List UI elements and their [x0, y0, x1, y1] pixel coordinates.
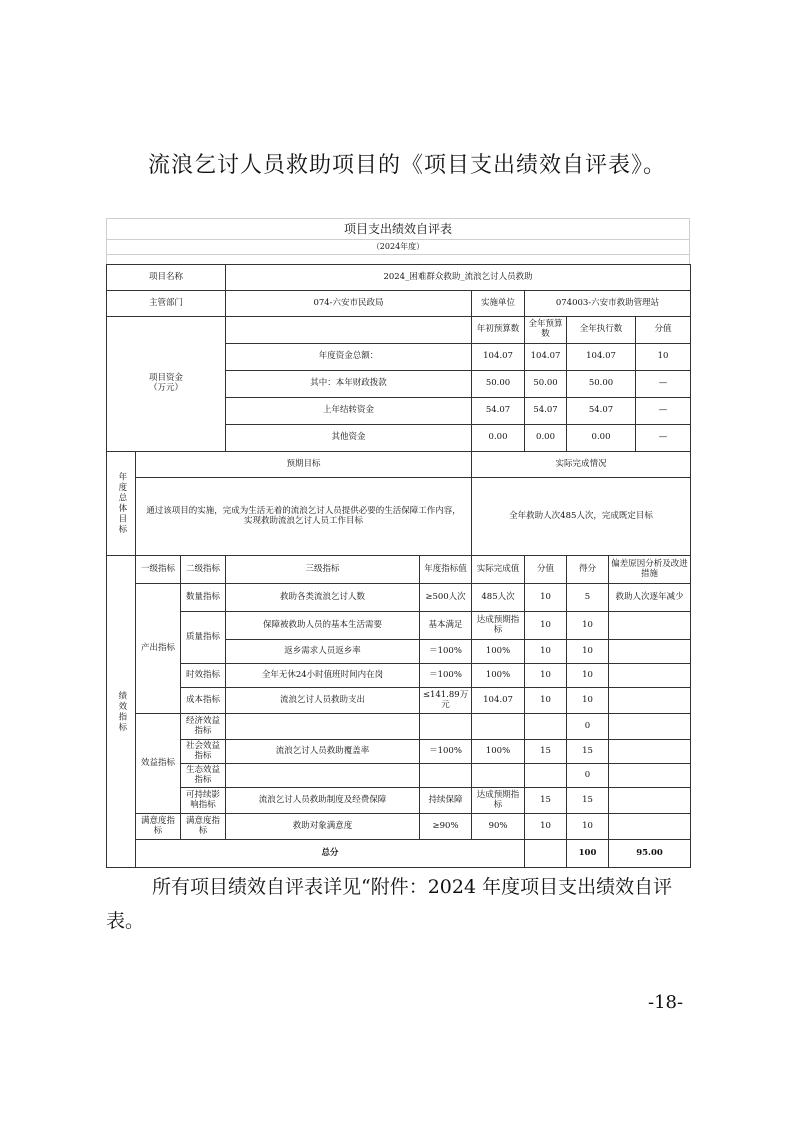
actual-label: 实际完成情况 — [472, 452, 691, 478]
total-label: 总分 — [136, 840, 525, 868]
project-name-label: 项目名称 — [107, 265, 226, 291]
row-points: 10 — [567, 664, 609, 688]
actual-text: 全年救助人次485人次，完成既定目标 — [472, 478, 691, 556]
total-blank — [525, 840, 567, 868]
funds-score-1: — — [658, 378, 668, 389]
row-l3: 流浪乞讨人员救助覆盖率 — [226, 740, 420, 764]
row-points: 5 — [567, 584, 609, 612]
section-heading: 流浪乞讨人员救助项目的《项目支出绩效自评表》。 — [148, 153, 667, 178]
table-spacer — [106, 254, 690, 264]
row-target: ＝100% — [420, 640, 472, 664]
table-title: 项目支出绩效自评表 — [106, 218, 690, 239]
funds-label-3: 其他资金 — [226, 425, 472, 452]
perf-h-l2: 二级指标 — [181, 556, 226, 584]
row-l3 — [226, 714, 420, 740]
dept-label: 主管部门 — [107, 291, 226, 317]
row-actual: 485人次 — [472, 584, 525, 612]
table-row — [107, 584, 691, 612]
funds-exec-1: 50.00 — [567, 371, 636, 397]
funds-annual-2: 54.07 — [525, 398, 567, 425]
table-row — [107, 764, 691, 788]
impl-label: 实施单位 — [472, 291, 525, 317]
row-actual: 100% — [472, 664, 525, 688]
row-l3: 流浪乞讨人员救助支出 — [226, 688, 420, 714]
row-note — [609, 764, 691, 788]
row-target: ＝100% — [420, 664, 472, 688]
impl-value: 074003-六安市救助管理站 — [525, 291, 691, 317]
effect-label: 效益指标 — [136, 714, 181, 814]
table-row — [107, 714, 691, 740]
perf-label: 绩效指标 — [107, 556, 136, 868]
funds-score-2: — — [658, 405, 668, 416]
funds-exec-2: 54.07 — [567, 398, 636, 424]
perf-h-note: 偏差原因分析及改进措施 — [609, 556, 691, 584]
table-row — [107, 688, 691, 714]
row-points: 10 — [567, 612, 609, 640]
funds-header-annual: 全年预算数 — [525, 317, 567, 344]
row-target: ＝100% — [420, 740, 472, 764]
row-score — [525, 714, 567, 740]
row-points: 15 — [567, 788, 609, 814]
funds-exec-3: 0.00 — [567, 425, 636, 451]
funds-initial-3: 0.00 — [472, 425, 525, 452]
page-number: -18- — [648, 992, 684, 1013]
row-l2: 时效指标 — [181, 664, 226, 688]
satisfaction-label: 满意度指标 — [136, 814, 181, 840]
row-l2: 生态效益指标 — [181, 764, 226, 788]
main-table — [106, 264, 691, 868]
funds-label-1: 其中：本年财政拨款 — [226, 371, 472, 398]
funds-annual-0: 104.07 — [525, 344, 567, 371]
row-note — [609, 664, 691, 688]
row-l3: 流浪乞讨人员救助制度及经费保障 — [226, 788, 420, 814]
funds-label: 项目资金 （万元） — [107, 317, 226, 452]
row-score: 15 — [525, 788, 567, 814]
perf-h-l3: 三级指标 — [226, 556, 420, 584]
funds-label-2: 上年结转资金 — [226, 398, 472, 425]
table-year: （2024年度） — [106, 239, 690, 254]
row-l2: 经济效益指标 — [181, 714, 226, 740]
row-actual — [472, 764, 525, 788]
row-points: 0 — [567, 764, 609, 788]
row-target — [420, 764, 472, 788]
row-target: ≤141.89万元 — [420, 688, 472, 714]
row-l3 — [226, 764, 420, 788]
table-row — [107, 814, 691, 840]
performance-table — [106, 218, 690, 868]
project-name-row — [107, 265, 691, 291]
row-note: 救助人次逐年减少 — [609, 584, 691, 612]
table-row — [107, 740, 691, 764]
body-paragraph: 所有项目绩效自评表详见“附件：2024 年度项目支出绩效自评表。 — [106, 876, 673, 932]
row-actual: 90% — [472, 814, 525, 840]
perf-header-row — [107, 556, 691, 584]
row-actual — [472, 714, 525, 740]
row-score — [525, 764, 567, 788]
row-target: 基本满足 — [420, 612, 472, 640]
perf-h-score: 分值 — [525, 556, 567, 584]
row-l2: 数量指标 — [181, 584, 226, 612]
total-score: 100 — [567, 840, 609, 868]
row-target: 持续保障 — [420, 788, 472, 814]
row-score: 15 — [525, 740, 567, 764]
row-score: 10 — [525, 688, 567, 714]
row-points: 10 — [567, 688, 609, 714]
row-l2: 满意度指标 — [181, 814, 226, 840]
row-actual: 100% — [472, 640, 525, 664]
table-row — [107, 788, 691, 814]
perf-h-l1: 一级指标 — [136, 556, 181, 584]
dept-row — [107, 291, 691, 317]
row-score: 10 — [525, 640, 567, 664]
row-actual: 达成预期指标 — [472, 788, 525, 814]
funds-initial-1: 50.00 — [472, 371, 525, 398]
row-target: ≥90% — [420, 814, 472, 840]
perf-h-actual: 实际完成值 — [472, 556, 525, 584]
output-label: 产出指标 — [136, 584, 181, 714]
expected-label: 预期目标 — [136, 452, 472, 478]
goal-content-row — [107, 478, 691, 556]
funds-initial-2: 54.07 — [472, 398, 525, 425]
funds-header-row-right — [567, 317, 691, 344]
funds-exec-0: 104.07 — [567, 344, 636, 370]
row-score: 10 — [525, 612, 567, 640]
row-note — [609, 714, 691, 740]
row-note — [609, 612, 691, 640]
row-l3: 全年无休24小时值班时间内在岗 — [226, 664, 420, 688]
funds-right-0 — [567, 344, 691, 371]
row-note — [609, 640, 691, 664]
row-score: 10 — [525, 814, 567, 840]
row-score: 10 — [525, 584, 567, 612]
row-l2: 可持续影响指标 — [181, 788, 226, 814]
total-points: 95.00 — [609, 840, 691, 868]
table-row — [107, 664, 691, 688]
funds-header-exec: 全年执行数 — [567, 317, 636, 343]
total-row — [107, 840, 691, 868]
funds-right-3 — [567, 425, 691, 452]
funds-annual-1: 50.00 — [525, 371, 567, 398]
goal-label: 年度总体目标 — [107, 452, 136, 556]
row-score: 10 — [525, 664, 567, 688]
row-l2: 质量指标 — [181, 612, 226, 664]
funds-score-3: — — [658, 432, 668, 443]
row-actual: 104.07 — [472, 688, 525, 714]
funds-initial-0: 104.07 — [472, 344, 525, 371]
row-l3: 救助对象满意度 — [226, 814, 420, 840]
row-points: 0 — [567, 714, 609, 740]
row-l2: 社会效益指标 — [181, 740, 226, 764]
row-l2: 成本指标 — [181, 688, 226, 714]
row-note — [609, 814, 691, 840]
row-note — [609, 788, 691, 814]
funds-header-initial: 年初预算数 — [472, 317, 525, 344]
row-points: 10 — [567, 814, 609, 840]
row-points: 10 — [567, 640, 609, 664]
funds-right-2 — [567, 398, 691, 425]
row-points: 15 — [567, 740, 609, 764]
funds-annual-3: 0.00 — [525, 425, 567, 452]
row-note — [609, 688, 691, 714]
row-target — [420, 714, 472, 740]
row-actual: 100% — [472, 740, 525, 764]
project-name-value: 2024_困难群众救助_流浪乞讨人员救助 — [226, 265, 691, 291]
row-actual: 达成预期指标 — [472, 612, 525, 640]
perf-h-points: 得分 — [567, 556, 609, 584]
perf-h-target: 年度指标值 — [420, 556, 472, 584]
dept-value: 074-六安市民政局 — [226, 291, 472, 317]
row-target: ≥500人次 — [420, 584, 472, 612]
funds-right-1 — [567, 371, 691, 398]
goal-header-row — [107, 452, 691, 478]
expected-text: 通过该项目的实施，完成为生活无着的流浪乞讨人员提供必要的生活保障工作内容，实现救助流浪乞讨人员工作目标 — [136, 478, 472, 556]
funds-header-blank — [226, 317, 472, 344]
funds-header-row — [107, 317, 691, 344]
funds-label-0: 年度资金总额： — [226, 344, 472, 371]
row-l3: 救助各类流浪乞讨人数 — [226, 584, 420, 612]
funds-score-0: 10 — [657, 351, 669, 362]
row-l3: 返乡需求人员返乡率 — [226, 640, 420, 664]
funds-header-score: 分值 — [654, 324, 672, 335]
table-row — [107, 612, 691, 640]
row-l3: 保障被救助人员的基本生活需要 — [226, 612, 420, 640]
row-note — [609, 740, 691, 764]
